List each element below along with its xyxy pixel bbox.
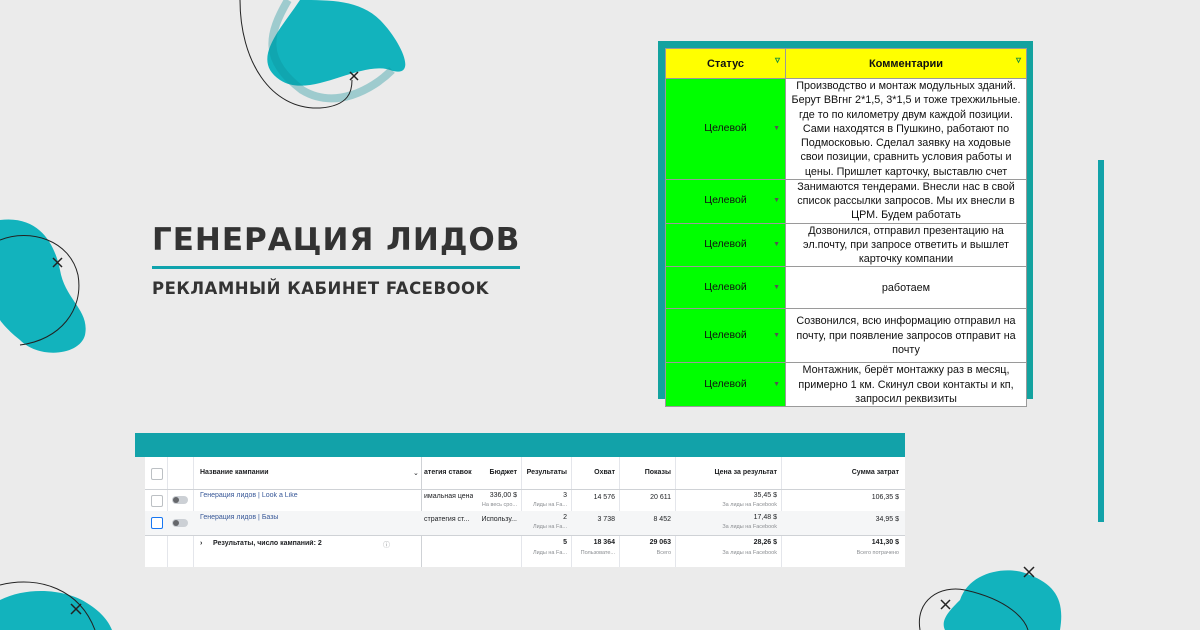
total-impressions: 29 063 (649, 539, 671, 546)
col-impressions-header[interactable]: Показы (644, 469, 671, 476)
table-row (666, 223, 1027, 267)
blob-bottom-right-icon (919, 567, 1061, 630)
row-checkbox[interactable] (151, 517, 163, 529)
select-all-checkbox[interactable] (151, 468, 163, 480)
bid-strategy: стратегия ст... (424, 516, 470, 523)
page-title: ГЕНЕРАЦИЯ ЛИДОВ (152, 222, 521, 258)
results-value: 3 (563, 492, 567, 499)
dropdown-arrow-icon[interactable]: ▼ (773, 283, 780, 291)
col-budget-header[interactable]: Бюджет (489, 469, 517, 476)
ads-manager-table (145, 457, 905, 567)
comment-cell[interactable]: Занимаются тендерами. Внесли нас в свой список рассылки запросов. Мы их внесли в ЦРМ. Будем работать (786, 179, 1027, 223)
totals-row (145, 535, 905, 567)
status-cell[interactable]: Целевой ▼ (666, 309, 786, 363)
col-cpr-header[interactable]: Цена за результат (714, 469, 777, 476)
bid-strategy: имальная цена (424, 493, 474, 500)
title-underline (152, 266, 520, 269)
cpr-value: 35,45 $ (753, 492, 777, 499)
col-spent-header[interactable]: Сумма затрат (851, 469, 899, 476)
results-subtext: Лиды на Fa... (533, 524, 567, 530)
col-results-header[interactable]: Результаты (526, 469, 567, 476)
filter-icon[interactable]: ▿ (774, 55, 780, 66)
expand-chevron-icon[interactable]: › (200, 540, 203, 547)
sort-icon[interactable]: ⌄ (413, 470, 419, 477)
total-cpr-subtext: За лиды на Facebook (722, 550, 777, 556)
cpr-value: 17,48 $ (753, 514, 777, 521)
total-spent-subtext: Всего потрачено (856, 550, 899, 556)
page-subtitle: РЕКЛАМНЫЙ КАБИНЕТ FACEBOOK (152, 279, 489, 298)
comment-cell[interactable]: Монтажник, берёт монтажку раз в месяц, примерно 1 км. Скинул свои контакты и кп, запросил реквизиты (786, 363, 1027, 407)
total-reach-subtext: Пользовате... (580, 550, 615, 556)
table-row (145, 511, 905, 536)
impressions-value: 20 611 (650, 494, 671, 501)
comment-cell[interactable]: Дозвонился, отправил презентацию на эл.почту, при запросе ответить и вышлет карточку компании (786, 223, 1027, 267)
budget-value: 336,00 $ (489, 492, 517, 499)
comment-cell[interactable]: Производство и монтаж модульных зданий. Берут ВВгнг 2*1,5, 3*1,5 и тоже трехжильные. где то по километру двум каждой позиции. Сами находятся в Пушкино, работают по Подмосковью. Сделал заявку на ходовые свои позиции, сравнить условия работы и цены. Пришлет карточку, выставлю счет (786, 79, 1027, 180)
col-name-header[interactable]: Название кампании (200, 469, 269, 476)
cpr-subtext: За лиды на Facebook (722, 524, 777, 530)
ads-accent-bar (135, 433, 905, 457)
table-row (666, 309, 1027, 363)
results-value: 2 (563, 514, 567, 521)
table-header (145, 457, 905, 490)
status-cell[interactable]: Целевой ▼ (666, 223, 786, 267)
dropdown-arrow-icon[interactable]: ▼ (773, 331, 780, 339)
blob-top-icon (240, 0, 405, 108)
results-subtext: Лиды на Fa... (533, 502, 567, 508)
spent-value: 34,95 $ (875, 516, 899, 523)
status-cell[interactable]: Целевой ▼ (666, 363, 786, 407)
table-row (666, 179, 1027, 223)
dropdown-arrow-icon[interactable]: ▼ (773, 240, 780, 248)
total-reach: 18 364 (593, 539, 615, 546)
comments-column-header[interactable]: Комментарии ▿ (786, 49, 1027, 79)
blob-bottom-left-icon (0, 582, 112, 630)
total-results-subtext: Лиды на Fa... (533, 550, 567, 556)
table-row (666, 79, 1027, 180)
dropdown-arrow-icon[interactable]: ▼ (773, 197, 780, 205)
col-strategy-header[interactable]: атегия ставок (424, 469, 472, 476)
campaign-toggle[interactable] (172, 519, 188, 527)
status-column-header[interactable]: Статус ▿ (666, 49, 786, 79)
reach-value: 14 576 (593, 494, 615, 501)
cpr-subtext: За лиды на Facebook (722, 502, 777, 508)
status-cell[interactable]: Целевой ▼ (666, 79, 786, 180)
total-results: 5 (563, 539, 567, 546)
budget-value: Использу... (481, 516, 517, 523)
status-cell[interactable]: Целевой ▼ (666, 179, 786, 223)
headline-block (152, 222, 522, 298)
campaign-toggle[interactable] (172, 496, 188, 504)
reach-value: 3 738 (597, 516, 615, 523)
impressions-value: 8 452 (653, 516, 671, 523)
table-row (666, 267, 1027, 309)
dropdown-arrow-icon[interactable]: ▼ (773, 124, 780, 132)
blob-left-icon (0, 219, 86, 352)
total-cpr: 28,26 $ (753, 539, 777, 546)
spent-value: 106,35 $ (871, 494, 899, 501)
comment-cell[interactable]: работаем (786, 267, 1027, 309)
table-row (666, 363, 1027, 407)
campaign-name-link[interactable]: Генерация лидов | Look a Like (200, 492, 298, 499)
dropdown-arrow-icon[interactable]: ▼ (773, 380, 780, 388)
comment-cell[interactable]: Созвонился, всю информацию отправил на почту, при появление запросов отправит на почту (786, 309, 1027, 363)
status-cell[interactable]: Целевой ▼ (666, 267, 786, 309)
col-reach-header[interactable]: Охват (594, 469, 615, 476)
budget-subtext: На весь сро... (481, 502, 517, 508)
filter-icon[interactable]: ▿ (1015, 55, 1021, 66)
total-spent: 141,30 $ (871, 539, 899, 546)
total-impressions-subtext: Всего (656, 550, 671, 556)
row-checkbox[interactable] (151, 495, 163, 507)
accent-vertical-line (1098, 160, 1104, 522)
leads-spreadsheet (658, 41, 1033, 405)
campaign-name-link[interactable]: Генерация лидов | Базы (200, 514, 279, 521)
table-row (145, 489, 905, 512)
totals-label: Результаты, число кампаний: 2 (213, 540, 322, 547)
info-icon[interactable]: ⓘ (383, 542, 390, 549)
